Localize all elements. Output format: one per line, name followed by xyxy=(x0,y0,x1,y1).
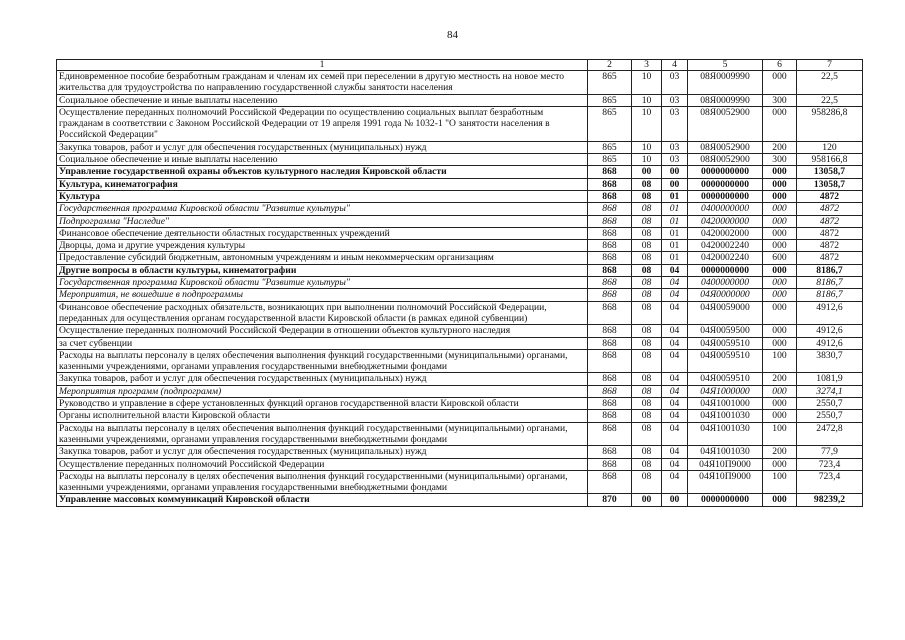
target-article-cell: 04Я1001030 xyxy=(688,422,763,446)
amount-cell: 4912,6 xyxy=(797,301,863,325)
admin-code-cell: 865 xyxy=(588,141,632,153)
section-cell: 08 xyxy=(632,373,662,385)
section-cell: 08 xyxy=(632,325,662,337)
table-row xyxy=(57,446,863,458)
admin-code-cell: 868 xyxy=(588,349,632,373)
budget-table xyxy=(56,59,863,507)
expense-type-cell: 000 xyxy=(763,337,797,349)
row-name-cell: Культура xyxy=(57,190,588,202)
table-row xyxy=(57,240,863,252)
section-cell: 08 xyxy=(632,227,662,239)
column-header: 2 xyxy=(588,60,632,71)
target-article-cell: 0420002240 xyxy=(688,240,763,252)
expense-type-cell: 000 xyxy=(763,71,797,95)
row-name-cell: Руководство и управление в сфере установленных функций органов государственной власти Кировской области xyxy=(57,398,588,410)
amount-cell: 8186,7 xyxy=(797,264,863,276)
subsection-cell: 04 xyxy=(662,325,688,337)
target-article-cell: 08Я0009990 xyxy=(688,71,763,95)
expense-type-cell: 200 xyxy=(763,446,797,458)
section-cell: 08 xyxy=(632,301,662,325)
admin-code-cell: 868 xyxy=(588,203,632,215)
amount-cell: 958286,8 xyxy=(797,106,863,141)
column-header: 6 xyxy=(763,60,797,71)
page-number: 84 xyxy=(447,29,458,41)
subsection-cell: 04 xyxy=(662,446,688,458)
amount-cell: 2472,8 xyxy=(797,422,863,446)
row-name-cell: Расходы на выплаты персоналу в целях обеспечения выполнения функций государственными (муниципальными) органами, казенными учреждениями, органами управления государственными внебюджетными фондами xyxy=(57,422,588,446)
expense-type-cell: 300 xyxy=(763,154,797,166)
amount-cell: 4872 xyxy=(797,215,863,227)
table-row xyxy=(57,289,863,301)
subsection-cell: 01 xyxy=(662,240,688,252)
column-header: 3 xyxy=(632,60,662,71)
amount-cell: 120 xyxy=(797,141,863,153)
target-article-cell: 04Я10П9000 xyxy=(688,458,763,470)
admin-code-cell: 868 xyxy=(588,398,632,410)
expense-type-cell: 000 xyxy=(763,301,797,325)
target-article-cell: 0000000000 xyxy=(688,178,763,190)
section-cell: 08 xyxy=(632,385,662,397)
table-row xyxy=(57,385,863,397)
section-cell: 08 xyxy=(632,203,662,215)
column-header: 4 xyxy=(662,60,688,71)
target-article-cell: 0000000000 xyxy=(688,494,763,506)
amount-cell: 2550,7 xyxy=(797,398,863,410)
row-name-cell: Дворцы, дома и другие учреждения культуры xyxy=(57,240,588,252)
section-cell: 08 xyxy=(632,264,662,276)
row-name-cell: Государственная программа Кировской области "Развитие культуры" xyxy=(57,277,588,289)
row-name-cell: Расходы на выплаты персоналу в целях обеспечения выполнения функций государственными (муниципальными) органами, казенными учреждениями, органами управления государственными внебюджетными фондами xyxy=(57,349,588,373)
row-name-cell: Подпрограмма "Наследие" xyxy=(57,215,588,227)
target-article-cell: 08Я0052900 xyxy=(688,141,763,153)
column-header: 7 xyxy=(797,60,863,71)
expense-type-cell: 100 xyxy=(763,349,797,373)
row-name-cell: Государственная программа Кировской области "Развитие культуры" xyxy=(57,203,588,215)
section-cell: 08 xyxy=(632,178,662,190)
subsection-cell: 01 xyxy=(662,215,688,227)
row-name-cell: Финансовое обеспечение расходных обязательств, возникающих при выполнении полномочий Российской Федерации, переданных для осуществления органам государственной власти Кировской области (в рамках единой субвенции) xyxy=(57,301,588,325)
table-row xyxy=(57,166,863,178)
table-row xyxy=(57,373,863,385)
admin-code-cell: 868 xyxy=(588,458,632,470)
row-name-cell: за счет субвенции xyxy=(57,337,588,349)
amount-cell: 4912,6 xyxy=(797,325,863,337)
section-cell: 08 xyxy=(632,470,662,494)
admin-code-cell: 868 xyxy=(588,215,632,227)
row-name-cell: Финансовое обеспечение деятельности областных государственных учреждений xyxy=(57,227,588,239)
section-cell: 08 xyxy=(632,190,662,202)
section-cell: 00 xyxy=(632,166,662,178)
target-article-cell: 04Я0059500 xyxy=(688,325,763,337)
amount-cell: 13058,7 xyxy=(797,178,863,190)
expense-type-cell: 000 xyxy=(763,106,797,141)
admin-code-cell: 868 xyxy=(588,277,632,289)
admin-code-cell: 868 xyxy=(588,422,632,446)
subsection-cell: 00 xyxy=(662,494,688,506)
expense-type-cell: 100 xyxy=(763,422,797,446)
target-article-cell: 04Я0059510 xyxy=(688,349,763,373)
table-row xyxy=(57,178,863,190)
amount-cell: 4912,6 xyxy=(797,337,863,349)
expense-type-cell: 000 xyxy=(763,289,797,301)
subsection-cell: 04 xyxy=(662,289,688,301)
subsection-cell: 04 xyxy=(662,422,688,446)
subsection-cell: 00 xyxy=(662,178,688,190)
expense-type-cell: 000 xyxy=(763,203,797,215)
target-article-cell: 04Я1001000 xyxy=(688,398,763,410)
row-name-cell: Управление массовых коммуникаций Кировской области xyxy=(57,494,588,506)
section-cell: 10 xyxy=(632,141,662,153)
admin-code-cell: 868 xyxy=(588,470,632,494)
subsection-cell: 03 xyxy=(662,154,688,166)
subsection-cell: 04 xyxy=(662,470,688,494)
table-row xyxy=(57,154,863,166)
row-name-cell: Расходы на выплаты персоналу в целях обеспечения выполнения функций государственными (муниципальными) органами, казенными учреждениями, органами управления государственными внебюджетными фондами xyxy=(57,470,588,494)
table-row xyxy=(57,190,863,202)
row-name-cell: Культура, кинематография xyxy=(57,178,588,190)
target-article-cell: 0000000000 xyxy=(688,166,763,178)
admin-code-cell: 868 xyxy=(588,178,632,190)
admin-code-cell: 865 xyxy=(588,106,632,141)
subsection-cell: 03 xyxy=(662,106,688,141)
target-article-cell: 04Я0059510 xyxy=(688,337,763,349)
expense-type-cell: 000 xyxy=(763,458,797,470)
table-row xyxy=(57,470,863,494)
row-name-cell: Другие вопросы в области культуры, кинематографии xyxy=(57,264,588,276)
row-name-cell: Закупка товаров, работ и услуг для обеспечения государственных (муниципальных) нужд xyxy=(57,446,588,458)
target-article-cell: 04Я0059000 xyxy=(688,301,763,325)
subsection-cell: 03 xyxy=(662,94,688,106)
amount-cell: 958166,8 xyxy=(797,154,863,166)
admin-code-cell: 868 xyxy=(588,410,632,422)
section-cell: 08 xyxy=(632,458,662,470)
subsection-cell: 04 xyxy=(662,301,688,325)
subsection-cell: 01 xyxy=(662,227,688,239)
target-article-cell: 04Я10П9000 xyxy=(688,470,763,494)
subsection-cell: 01 xyxy=(662,190,688,202)
admin-code-cell: 868 xyxy=(588,252,632,264)
expense-type-cell: 300 xyxy=(763,94,797,106)
expense-type-cell: 000 xyxy=(763,398,797,410)
expense-type-cell: 600 xyxy=(763,252,797,264)
target-article-cell: 0000000000 xyxy=(688,190,763,202)
subsection-cell: 04 xyxy=(662,398,688,410)
table-row xyxy=(57,349,863,373)
amount-cell: 98239,2 xyxy=(797,494,863,506)
expense-type-cell: 000 xyxy=(763,215,797,227)
admin-code-cell: 868 xyxy=(588,190,632,202)
target-article-cell: 04Я0059510 xyxy=(688,373,763,385)
subsection-cell: 04 xyxy=(662,373,688,385)
admin-code-cell: 868 xyxy=(588,385,632,397)
admin-code-cell: 868 xyxy=(588,166,632,178)
amount-cell: 4872 xyxy=(797,203,863,215)
target-article-cell: 04Я1001030 xyxy=(688,446,763,458)
target-article-cell: 0420002240 xyxy=(688,252,763,264)
expense-type-cell: 000 xyxy=(763,264,797,276)
row-name-cell: Социальное обеспечение и иные выплаты населению xyxy=(57,154,588,166)
row-name-cell: Осуществление переданных полномочий Российской Федерации в отношении объектов культурного наследия xyxy=(57,325,588,337)
table-row xyxy=(57,71,863,95)
subsection-cell: 04 xyxy=(662,277,688,289)
amount-cell: 77,9 xyxy=(797,446,863,458)
table-row xyxy=(57,337,863,349)
expense-type-cell: 200 xyxy=(763,373,797,385)
section-cell: 10 xyxy=(632,94,662,106)
target-article-cell: 08Я0009990 xyxy=(688,94,763,106)
table-row xyxy=(57,422,863,446)
section-cell: 08 xyxy=(632,252,662,264)
admin-code-cell: 865 xyxy=(588,71,632,95)
expense-type-cell: 000 xyxy=(763,166,797,178)
table-row xyxy=(57,410,863,422)
expense-type-cell: 000 xyxy=(763,240,797,252)
table-row xyxy=(57,458,863,470)
target-article-cell: 08Я0052900 xyxy=(688,154,763,166)
subsection-cell: 04 xyxy=(662,410,688,422)
target-article-cell: 0400000000 xyxy=(688,203,763,215)
expense-type-cell: 000 xyxy=(763,410,797,422)
section-cell: 08 xyxy=(632,446,662,458)
expense-type-cell: 000 xyxy=(763,227,797,239)
subsection-cell: 04 xyxy=(662,385,688,397)
target-article-cell: 0420000000 xyxy=(688,215,763,227)
section-cell: 08 xyxy=(632,289,662,301)
subsection-cell: 04 xyxy=(662,349,688,373)
section-cell: 00 xyxy=(632,494,662,506)
expense-type-cell: 200 xyxy=(763,141,797,153)
table-row xyxy=(57,203,863,215)
table-row xyxy=(57,227,863,239)
row-name-cell: Единовременное пособие безработным гражданам и членам их семей при переселении в другую местность на новое место жительства для трудоустройства по направлению государственной службы занятости населения xyxy=(57,71,588,95)
row-name-cell: Мероприятия программ (подпрограмм) xyxy=(57,385,588,397)
column-header: 1 xyxy=(57,60,588,71)
subsection-cell: 03 xyxy=(662,141,688,153)
admin-code-cell: 868 xyxy=(588,289,632,301)
amount-cell: 723,4 xyxy=(797,458,863,470)
row-name-cell: Закупка товаров, работ и услуг для обеспечения государственных (муниципальных) нужд xyxy=(57,141,588,153)
subsection-cell: 04 xyxy=(662,264,688,276)
amount-cell: 3830,7 xyxy=(797,349,863,373)
amount-cell: 4872 xyxy=(797,190,863,202)
section-cell: 08 xyxy=(632,398,662,410)
section-cell: 08 xyxy=(632,277,662,289)
expense-type-cell: 000 xyxy=(763,494,797,506)
admin-code-cell: 868 xyxy=(588,240,632,252)
target-article-cell: 04Я1001030 xyxy=(688,410,763,422)
amount-cell: 22,5 xyxy=(797,71,863,95)
admin-code-cell: 868 xyxy=(588,227,632,239)
amount-cell: 3274,1 xyxy=(797,385,863,397)
expense-type-cell: 000 xyxy=(763,385,797,397)
admin-code-cell: 865 xyxy=(588,154,632,166)
header-row xyxy=(57,60,863,71)
expense-type-cell: 000 xyxy=(763,190,797,202)
subsection-cell: 04 xyxy=(662,458,688,470)
admin-code-cell: 865 xyxy=(588,94,632,106)
section-cell: 08 xyxy=(632,215,662,227)
target-article-cell: 04Я1000000 xyxy=(688,385,763,397)
subsection-cell: 03 xyxy=(662,71,688,95)
row-name-cell: Осуществление переданных полномочий Российской Федерации xyxy=(57,458,588,470)
amount-cell: 8186,7 xyxy=(797,289,863,301)
subsection-cell: 04 xyxy=(662,337,688,349)
admin-code-cell: 868 xyxy=(588,325,632,337)
amount-cell: 2550,7 xyxy=(797,410,863,422)
table-row xyxy=(57,106,863,141)
table-row xyxy=(57,215,863,227)
row-name-cell: Управление государственной охраны объектов культурного наследия Кировской области xyxy=(57,166,588,178)
target-article-cell: 08Я0052900 xyxy=(688,106,763,141)
amount-cell: 4872 xyxy=(797,252,863,264)
row-name-cell: Осуществление переданных полномочий Российской Федерации по осуществлению социальных выплат безработным гражданам в соответствии с Законом Российской Федерации от 19 апреля 1991 года № 1032-1 "О занятости населения в Российской Федерации" xyxy=(57,106,588,141)
amount-cell: 4872 xyxy=(797,227,863,239)
expense-type-cell: 000 xyxy=(763,277,797,289)
admin-code-cell: 868 xyxy=(588,301,632,325)
section-cell: 10 xyxy=(632,106,662,141)
admin-code-cell: 870 xyxy=(588,494,632,506)
section-cell: 08 xyxy=(632,349,662,373)
section-cell: 10 xyxy=(632,71,662,95)
row-name-cell: Мероприятия, не вошедшие в подпрограммы xyxy=(57,289,588,301)
table-row xyxy=(57,325,863,337)
table-row xyxy=(57,141,863,153)
row-name-cell: Социальное обеспечение и иные выплаты населению xyxy=(57,94,588,106)
admin-code-cell: 868 xyxy=(588,337,632,349)
target-article-cell: 0000000000 xyxy=(688,264,763,276)
admin-code-cell: 868 xyxy=(588,446,632,458)
expense-type-cell: 000 xyxy=(763,178,797,190)
admin-code-cell: 868 xyxy=(588,264,632,276)
section-cell: 08 xyxy=(632,337,662,349)
target-article-cell: 0420002000 xyxy=(688,227,763,239)
section-cell: 08 xyxy=(632,422,662,446)
target-article-cell: 0400000000 xyxy=(688,277,763,289)
table-row xyxy=(57,277,863,289)
amount-cell: 723,4 xyxy=(797,470,863,494)
subsection-cell: 01 xyxy=(662,203,688,215)
expense-type-cell: 100 xyxy=(763,470,797,494)
subsection-cell: 01 xyxy=(662,252,688,264)
row-name-cell: Закупка товаров, работ и услуг для обеспечения государственных (муниципальных) нужд xyxy=(57,373,588,385)
column-header: 5 xyxy=(688,60,763,71)
amount-cell: 13058,7 xyxy=(797,166,863,178)
table-row xyxy=(57,264,863,276)
amount-cell: 4872 xyxy=(797,240,863,252)
expense-type-cell: 000 xyxy=(763,325,797,337)
subsection-cell: 00 xyxy=(662,166,688,178)
amount-cell: 8186,7 xyxy=(797,277,863,289)
section-cell: 08 xyxy=(632,240,662,252)
section-cell: 08 xyxy=(632,410,662,422)
admin-code-cell: 868 xyxy=(588,373,632,385)
table-row xyxy=(57,398,863,410)
table-row xyxy=(57,94,863,106)
target-article-cell: 04Я0000000 xyxy=(688,289,763,301)
amount-cell: 1081,9 xyxy=(797,373,863,385)
table-row xyxy=(57,494,863,506)
table-row xyxy=(57,252,863,264)
section-cell: 10 xyxy=(632,154,662,166)
amount-cell: 22,5 xyxy=(797,94,863,106)
table-row xyxy=(57,301,863,325)
row-name-cell: Органы исполнительной власти Кировской области xyxy=(57,410,588,422)
row-name-cell: Предоставление субсидий бюджетным, автономным учреждениям и иным некоммерческим организациям xyxy=(57,252,588,264)
